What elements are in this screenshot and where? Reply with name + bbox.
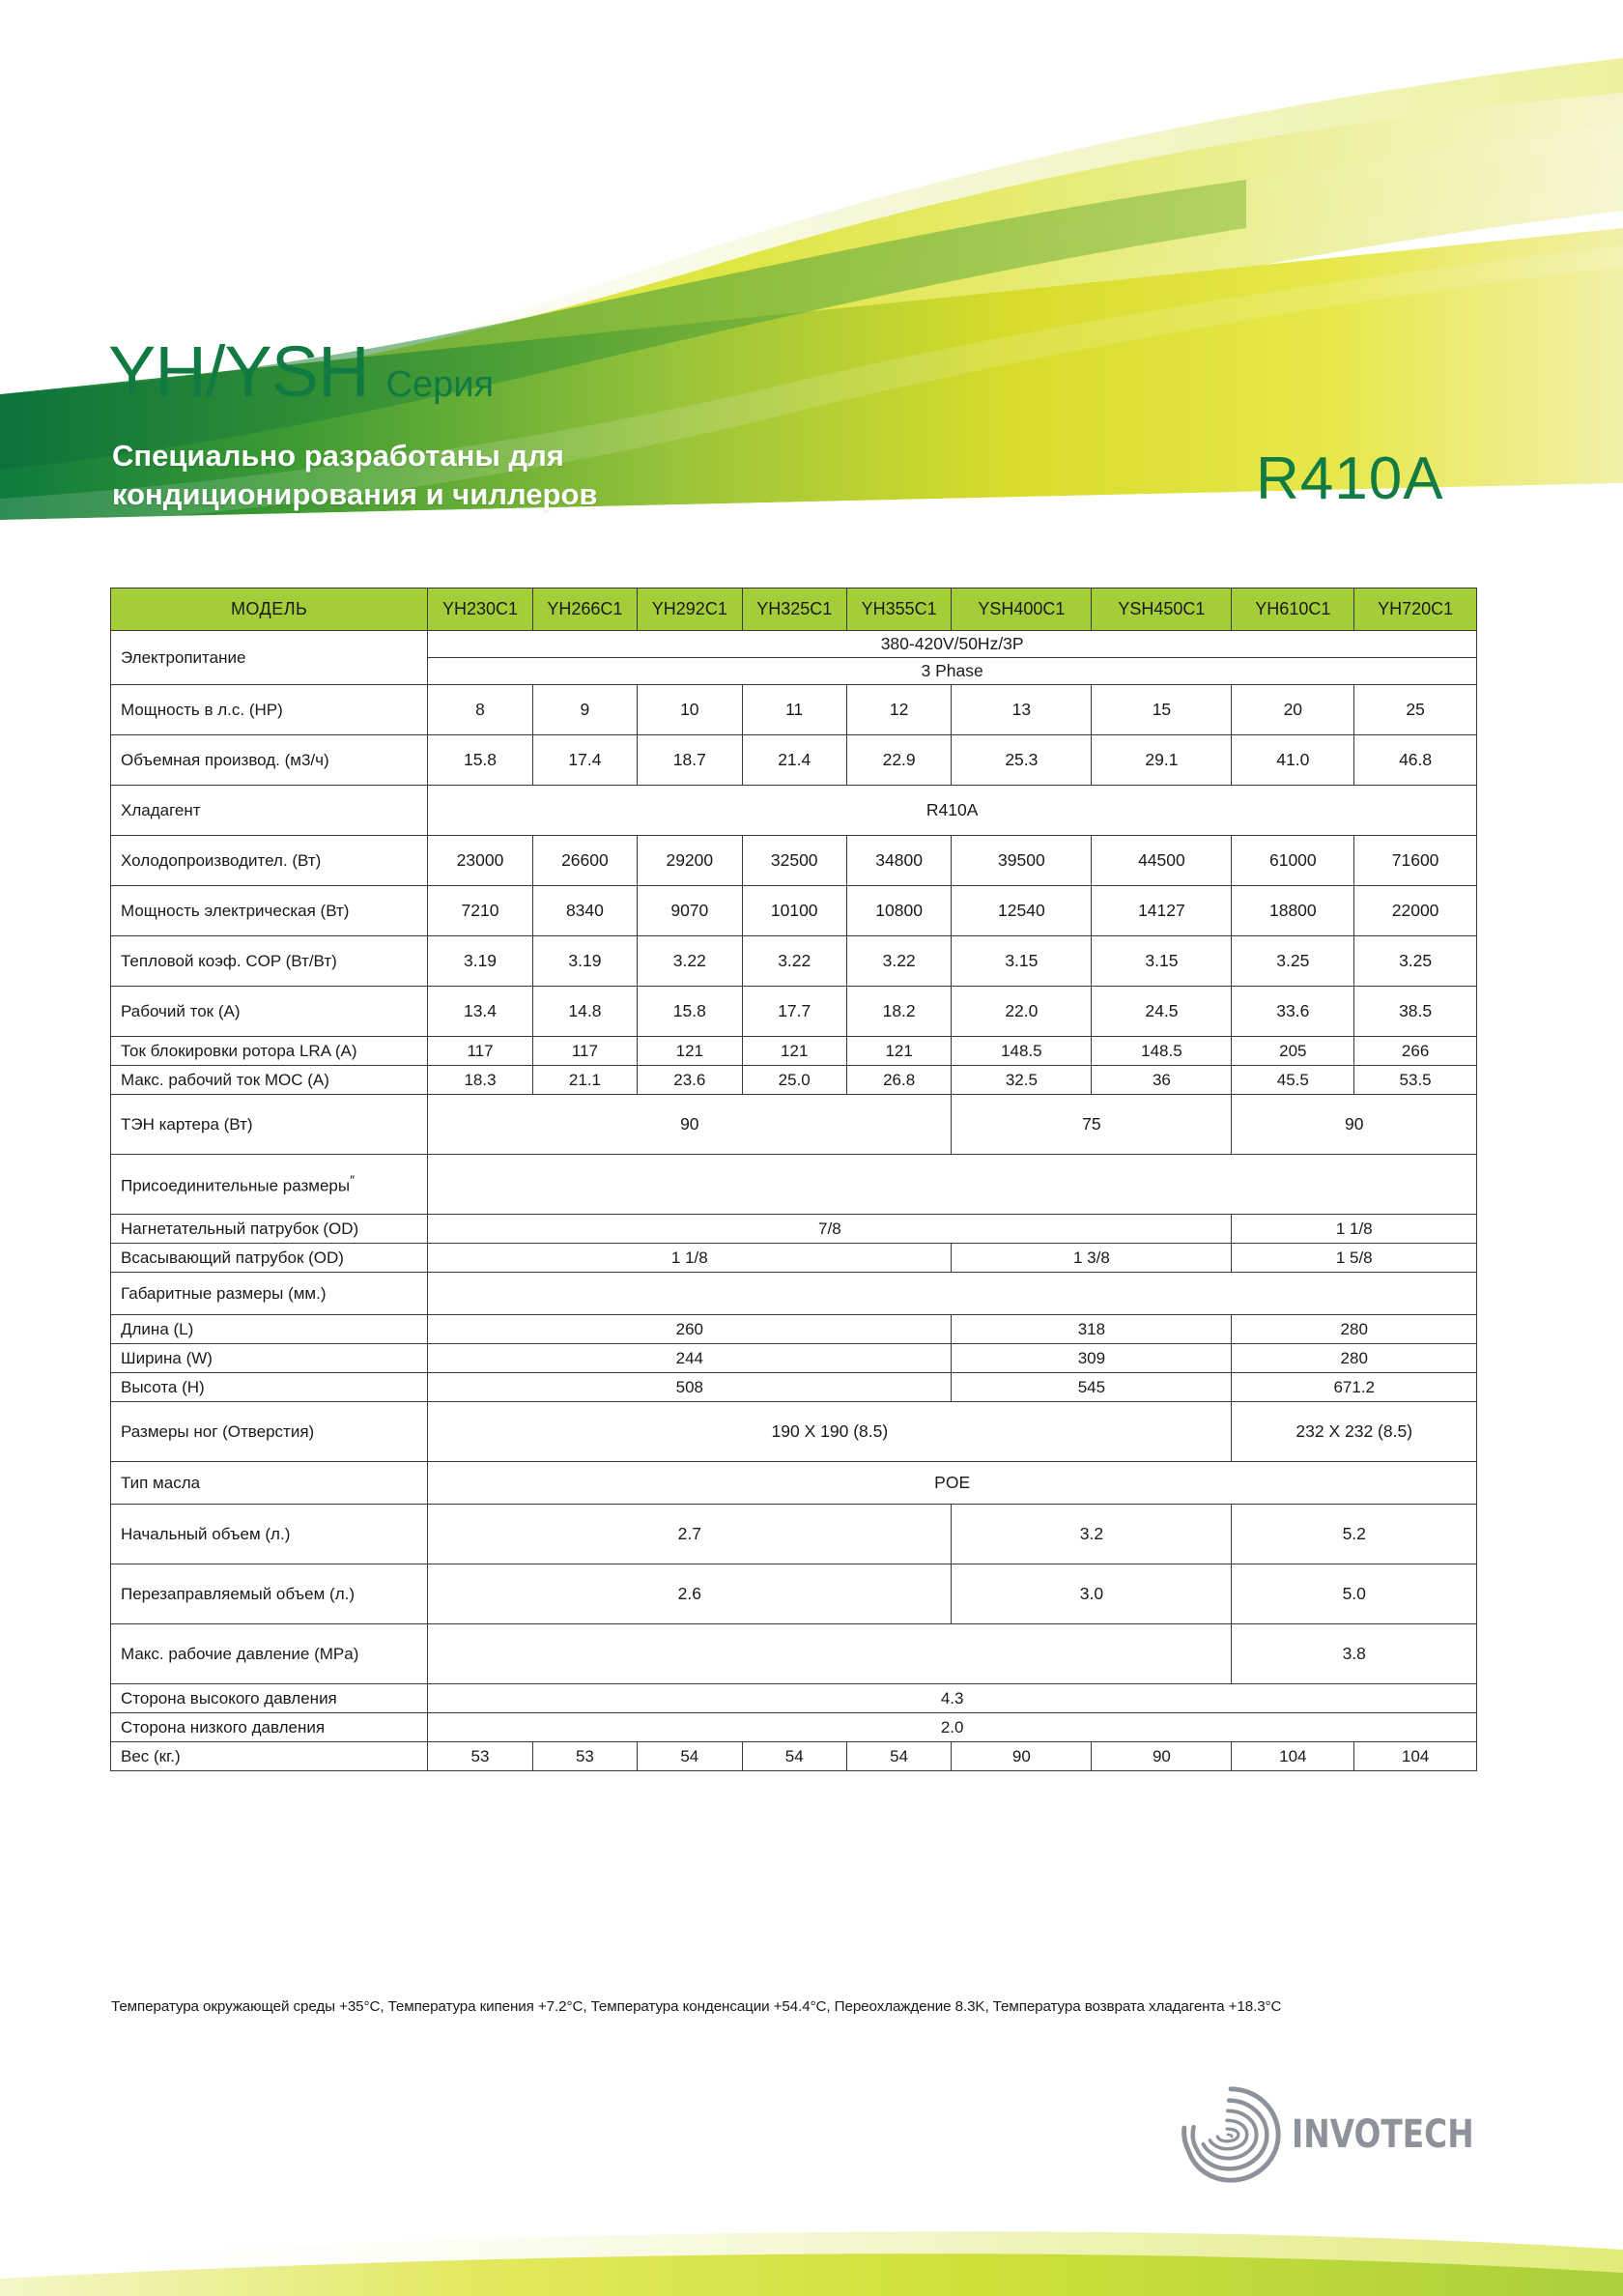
cell-rla-7: 33.6 [1232,987,1354,1037]
cell-initial-oil-group-0: 2.7 [428,1505,952,1564]
cell-hp-3: 11 [742,685,846,735]
cell-rla-8: 38.5 [1354,987,1477,1037]
cell-moc-1: 21.1 [532,1066,637,1095]
row-label-power-input: Мощность электрическая (Вт) [111,886,428,936]
table-row-displacement [111,735,1477,786]
cell-displacement-3: 21.4 [742,735,846,786]
table-row-rla [111,987,1477,1037]
cell-weight-0: 53 [428,1742,532,1771]
cell-cop-0: 3.19 [428,936,532,987]
header-model-0: YH230C1 [428,588,532,631]
cell-moc-0: 18.3 [428,1066,532,1095]
cell-weight-7: 104 [1232,1742,1354,1771]
cell-moc-2: 23.6 [638,1066,742,1095]
cell-cooling-1: 26600 [532,836,637,886]
table-row-lra [111,1037,1477,1066]
table-row-oil-type [111,1462,1477,1505]
row-label-cooling-capacity: Холодопроизводител. (Вт) [111,836,428,886]
cell-crankcase-heater-group-1: 75 [952,1095,1232,1155]
cell-length-group-1: 318 [952,1315,1232,1344]
cell-rla-6: 24.5 [1092,987,1232,1037]
row-label-max-pressure: Макс. рабочие давление (MPa) [111,1624,428,1684]
table-row-hp [111,685,1477,735]
cell-width-group-0: 244 [428,1344,952,1373]
header-model-3: YH325C1 [742,588,846,631]
cell-power-input-6: 14127 [1092,886,1232,936]
header-model-7: YH610C1 [1232,588,1354,631]
row-label-connection-sizes [111,1155,428,1215]
specification-table [110,588,1477,1771]
series-title-sub: Серия [385,364,495,405]
cell-weight-1: 53 [532,1742,637,1771]
cell-moc-6: 36 [1092,1066,1232,1095]
cell-power-input-4: 10800 [846,886,951,936]
cell-hp-7: 20 [1232,685,1354,735]
row-label-lra: Ток блокировки ротора LRA (А) [111,1037,428,1066]
header-model-1: YH266C1 [532,588,637,631]
cell-lra-7: 205 [1232,1037,1354,1066]
cell-cop-1: 3.19 [532,936,637,987]
row-label-hp: Мощность в л.с. (HP) [111,685,428,735]
cell-cop-2: 3.22 [638,936,742,987]
spiral-icon [1174,2078,1288,2192]
cell-hp-1: 9 [532,685,637,735]
cell-length-group-2: 280 [1232,1315,1477,1344]
series-title [108,331,495,412]
row-label-length: Длина (L) [111,1315,428,1344]
cell-power-input-5: 12540 [952,886,1092,936]
cell-rla-2: 15.8 [638,987,742,1037]
cell-displacement-8: 46.8 [1354,735,1477,786]
cell-moc-8: 53.5 [1354,1066,1477,1095]
cell-cooling-8: 71600 [1354,836,1477,886]
cell-cooling-3: 32500 [742,836,846,886]
table-row-weight [111,1742,1477,1771]
cell-crankcase-heater-group-2: 90 [1232,1095,1477,1155]
cell-rla-3: 17.7 [742,987,846,1037]
cell-power-input-7: 18800 [1232,886,1354,936]
cell-cop-6: 3.15 [1092,936,1232,987]
header-model-2: YH292C1 [638,588,742,631]
row-label-displacement: Объемная производ. (м3/ч) [111,735,428,786]
table-row-refrigerant [111,786,1477,836]
cell-max-pressure-group-0 [428,1624,1232,1684]
row-label-initial-oil: Начальный объем (л.) [111,1505,428,1564]
cell-moc-3: 25.0 [742,1066,846,1095]
cell-hp-2: 10 [638,685,742,735]
table-row-moc [111,1066,1477,1095]
header-model-8: YH720C1 [1354,588,1477,631]
series-title-main: YH/YSH [108,331,369,412]
cell-suction-pipe-group-2: 1 5/8 [1232,1244,1477,1273]
cell-recharge-oil-group-1: 3.0 [952,1564,1232,1624]
cell-hp-6: 15 [1092,685,1232,735]
cell-cop-7: 3.25 [1232,936,1354,987]
table-header-row [111,588,1477,631]
company-logo [1174,2078,1514,2192]
cell-cooling-2: 29200 [638,836,742,886]
row-label-low-side: Сторона низкого давления [111,1713,428,1742]
cell-displacement-4: 22.9 [846,735,951,786]
cell-power-input-3: 10100 [742,886,846,936]
footer-decoration [0,2219,1623,2296]
table-row-crankcase-heater [111,1095,1477,1155]
test-conditions-footnote: Температура окружающей среды +35°C, Температура кипения +7.2°C, Температура конденсации +54.4°C, Переохлаждение 8.3K, Температура возврата хладагента +18.3°C [111,1998,1282,2015]
cell-mounting-feet-group-0: 190 X 190 (8.5) [428,1402,1232,1462]
cell-cop-5: 3.15 [952,936,1092,987]
cell-lra-3: 121 [742,1037,846,1066]
header-model-4: YH355C1 [846,588,951,631]
row-label-rla: Рабочий ток (А) [111,987,428,1037]
cell-power-supply-phase: 3 Phase [428,658,1477,685]
cell-displacement-1: 17.4 [532,735,637,786]
cell-length-group-0: 260 [428,1315,952,1344]
table-row-connection-sizes [111,1155,1477,1215]
cell-width-group-1: 309 [952,1344,1232,1373]
cell-power-input-1: 8340 [532,886,637,936]
connection-sizes-label-text: Присоединительные размеры [121,1176,351,1195]
cell-power-input-2: 9070 [638,886,742,936]
cell-width-group-2: 280 [1232,1344,1477,1373]
tagline [112,437,597,513]
cell-power-input-8: 22000 [1354,886,1477,936]
inch-symbol: ″ [350,1172,356,1189]
cell-suction-pipe-group-1: 1 3/8 [952,1244,1232,1273]
cell-weight-8: 104 [1354,1742,1477,1771]
cell-discharge-pipe-group-1: 1 1/8 [1232,1215,1477,1244]
cell-power-supply-voltage: 380-420V/50Hz/3P [428,631,1477,658]
cell-weight-5: 90 [952,1742,1092,1771]
table-row-height [111,1373,1477,1402]
cell-high-side-value: 4.3 [428,1684,1477,1713]
company-name: INVOTECH [1292,2112,1474,2157]
cell-weight-2: 54 [638,1742,742,1771]
table-row-recharge-oil [111,1564,1477,1624]
cell-oil-type-value: POE [428,1462,1477,1505]
cell-weight-3: 54 [742,1742,846,1771]
cell-lra-2: 121 [638,1037,742,1066]
row-label-overall-dimensions: Габаритные размеры (мм.) [111,1273,428,1315]
cell-rla-4: 18.2 [846,987,951,1037]
cell-suction-pipe-group-0: 1 1/8 [428,1244,952,1273]
table-row-suction-pipe [111,1244,1477,1273]
cell-initial-oil-group-2: 5.2 [1232,1505,1477,1564]
cell-rla-5: 22.0 [952,987,1092,1037]
cell-lra-1: 117 [532,1037,637,1066]
cell-lra-8: 266 [1354,1037,1477,1066]
cell-crankcase-heater-group-0: 90 [428,1095,952,1155]
header-model-5: YSH400C1 [952,588,1092,631]
row-label-recharge-oil: Перезаправляемый объем (л.) [111,1564,428,1624]
cell-mounting-feet-group-1: 232 X 232 (8.5) [1232,1402,1477,1462]
cell-cop-3: 3.22 [742,936,846,987]
cell-displacement-6: 29.1 [1092,735,1232,786]
table-row-high-side [111,1684,1477,1713]
tagline-line-2: кондиционирования и чиллеров [112,476,598,511]
cell-overall-dimensions-empty [428,1273,1477,1315]
cell-cooling-4: 34800 [846,836,951,886]
table-row-initial-oil [111,1505,1477,1564]
cell-cooling-5: 39500 [952,836,1092,886]
row-label-power-supply: Электропитание [111,631,428,685]
cell-recharge-oil-group-0: 2.6 [428,1564,952,1624]
cell-lra-5: 148.5 [952,1037,1092,1066]
cell-displacement-0: 15.8 [428,735,532,786]
cell-weight-6: 90 [1092,1742,1232,1771]
cell-lra-4: 121 [846,1037,951,1066]
cell-weight-4: 54 [846,1742,951,1771]
cell-moc-7: 45.5 [1232,1066,1354,1095]
row-label-cop: Тепловой коэф. COP (Вт/Вт) [111,936,428,987]
cell-low-side-value: 2.0 [428,1713,1477,1742]
cell-refrigerant-value: R410A [428,786,1477,836]
cell-cop-4: 3.22 [846,936,951,987]
cell-connection-sizes-empty [428,1155,1477,1215]
refrigerant-badge: R410A [1256,445,1444,512]
cell-hp-8: 25 [1354,685,1477,735]
table-row-power-input [111,886,1477,936]
cell-lra-6: 148.5 [1092,1037,1232,1066]
row-label-suction-pipe: Всасывающий патрубок (OD) [111,1244,428,1273]
table-row-cooling-capacity [111,836,1477,886]
cell-hp-4: 12 [846,685,951,735]
table-row-width [111,1344,1477,1373]
cell-max-pressure-group-1: 3.8 [1232,1624,1477,1684]
cell-height-group-1: 545 [952,1373,1232,1402]
row-label-oil-type: Тип масла [111,1462,428,1505]
row-label-height: Высота (H) [111,1373,428,1402]
row-label-moc: Макс. рабочий ток MOC (A) [111,1066,428,1095]
cell-displacement-2: 18.7 [638,735,742,786]
header-model-6: YSH450C1 [1092,588,1232,631]
cell-height-group-0: 508 [428,1373,952,1402]
cell-moc-4: 26.8 [846,1066,951,1095]
cell-rla-0: 13.4 [428,987,532,1037]
cell-cop-8: 3.25 [1354,936,1477,987]
table-row-power-supply-1 [111,631,1477,658]
cell-cooling-0: 23000 [428,836,532,886]
cell-power-input-0: 7210 [428,886,532,936]
cell-lra-0: 117 [428,1037,532,1066]
cell-cooling-7: 61000 [1232,836,1354,886]
tagline-line-1: Специально разработаны для [112,439,564,473]
row-label-discharge-pipe: Нагнетательный патрубок (OD) [111,1215,428,1244]
row-label-high-side: Сторона высокого давления [111,1684,428,1713]
cell-hp-0: 8 [428,685,532,735]
table-row-mounting-feet [111,1402,1477,1462]
table-row-length [111,1315,1477,1344]
cell-cooling-6: 44500 [1092,836,1232,886]
cell-initial-oil-group-1: 3.2 [952,1505,1232,1564]
row-label-width: Ширина (W) [111,1344,428,1373]
cell-displacement-7: 41.0 [1232,735,1354,786]
table-row-cop [111,936,1477,987]
cell-rla-1: 14.8 [532,987,637,1037]
header-model-label: МОДЕЛЬ [111,588,428,631]
specification-table-container [110,588,1477,1771]
row-label-mounting-feet: Размеры ног (Отверстия) [111,1402,428,1462]
table-row-max-pressure [111,1624,1477,1684]
cell-hp-5: 13 [952,685,1092,735]
cell-discharge-pipe-group-0: 7/8 [428,1215,1232,1244]
table-row-overall-dimensions [111,1273,1477,1315]
row-label-refrigerant: Хладагент [111,786,428,836]
cell-moc-5: 32.5 [952,1066,1092,1095]
cell-displacement-5: 25.3 [952,735,1092,786]
table-row-low-side [111,1713,1477,1742]
table-row-discharge-pipe [111,1215,1477,1244]
cell-recharge-oil-group-2: 5.0 [1232,1564,1477,1624]
row-label-weight: Вес (кг.) [111,1742,428,1771]
row-label-crankcase-heater: ТЭН картера (Вт) [111,1095,428,1155]
cell-height-group-2: 671.2 [1232,1373,1477,1402]
